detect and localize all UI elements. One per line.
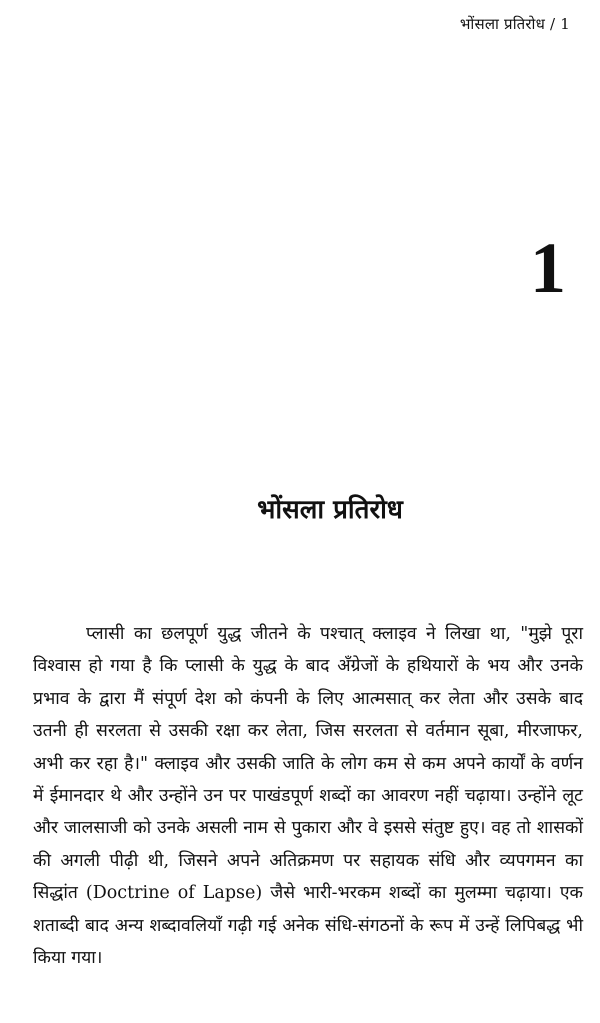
running-head: भोंसला प्रतिरोध / 1 xyxy=(459,15,570,33)
body-paragraph: प्लासी का छलपूर्ण युद्ध जीतने के पश्चात् क्लाइव ने लिखा था, "मुझे पूरा विश्वास हो गया है कि प्लासी के युद्ध के बाद अँग्रेजों के हथियारों के भय और उनके प्रभाव के द्वारा मैं संपूर्ण देश को कंपनी के लिए आत्मसात् कर लेता और उसके बाद उतनी ही सरलता से उसकी रक्षा कर लेता, जिस सरलता से वर्तमान सूबा, मीरजाफर, अभी कर रहा है।" क्लाइव और उसकी जाति के लोग कम से कम अपने कार्यों के वर्णन में ईमानदार थे और उन्होंने उन पर पाखंडपूर्ण शब्दों का आवरण नहीं चढ़ाया। उन्होंने लूट और जालसाजी को उनके असली नाम से पुकारा और वे इससे संतुष्ट हुए। वह तो शासकों की अगली पीढ़ी थी, जिसने अपने अतिक्रमण पर सहायक संधि और व्यपगमन का सिद्धांत (Doctrine of Lapse) जैसे भारी-भरकम शब्दों का मुलम्मा चढ़ाया। एक शताब्दी बाद अन्य शब्दावलियाँ गढ़ी गई अनेक संधि-संगठनों के रूप में उन्हें लिपिबद्ध भी किया गया। xyxy=(33,624,583,969)
chapter-number: 1 xyxy=(530,228,566,308)
chapter-title: भोंसला प्रतिरोध xyxy=(257,495,403,525)
